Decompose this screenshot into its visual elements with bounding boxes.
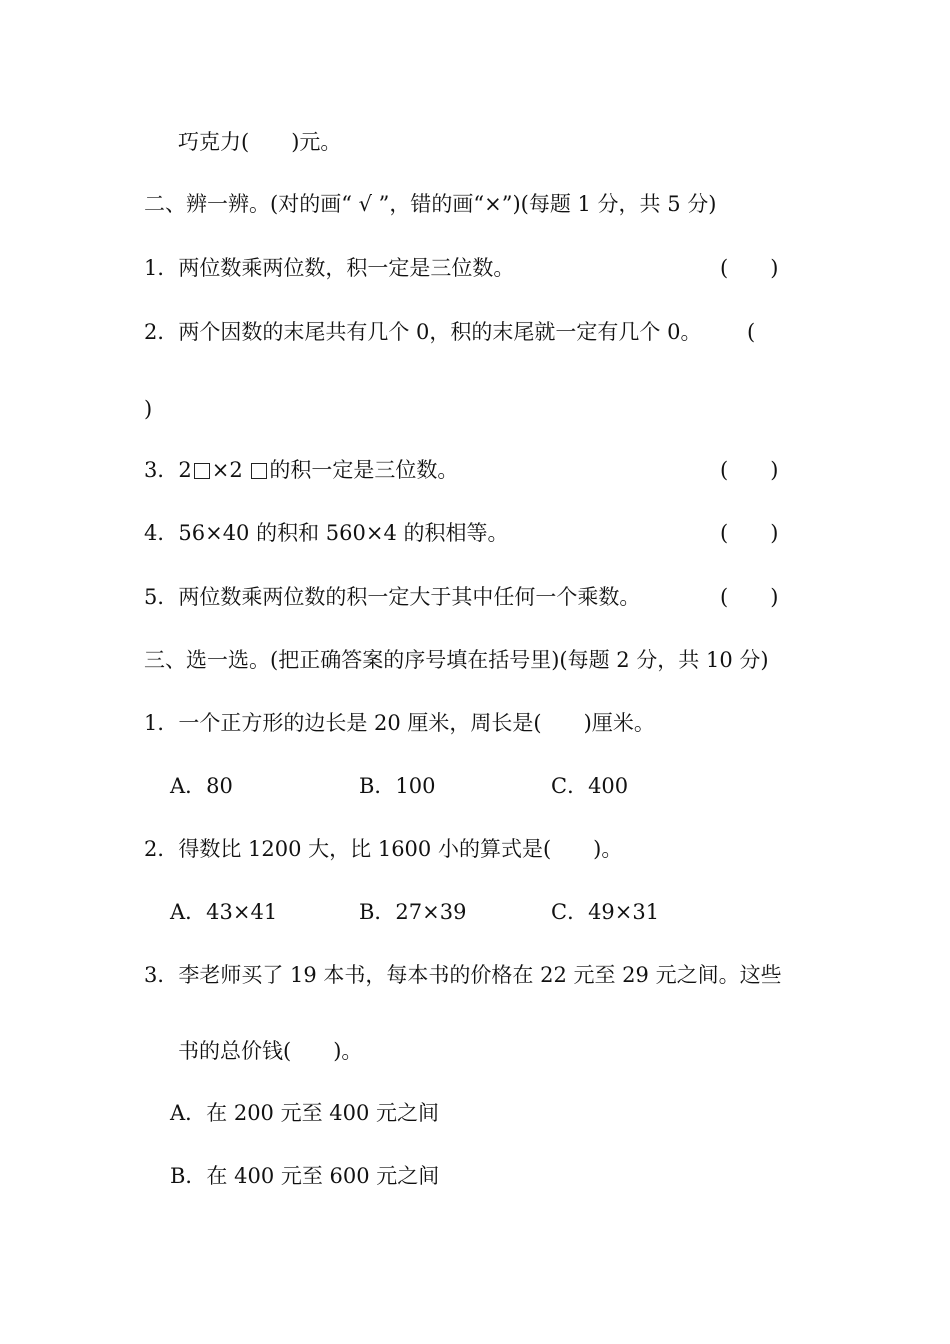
answer-parentheses[interactable]: ( ) [720, 256, 779, 280]
blank-box [251, 463, 267, 479]
item-text: 两位数乘两位数的积一定大于其中任何一个乘数。 [178, 585, 641, 609]
item-text-c: 的积一定是三位数。 [269, 458, 459, 482]
answer-parentheses[interactable]: ( ) [720, 585, 779, 609]
option-b[interactable]: B．100 [359, 774, 436, 798]
option-b[interactable]: B．27×39 [359, 900, 467, 924]
item-number: 2． [144, 320, 179, 344]
item-text: 两位数乘两位数，积一定是三位数。 [178, 256, 515, 280]
option-b[interactable]: B．在 400 元至 600 元之间 [170, 1164, 440, 1188]
answer-parentheses[interactable]: ( ) [720, 458, 779, 482]
choice-question-3-line-2: 书的总价钱( )。 [178, 1039, 363, 1063]
option-a[interactable]: A．在 200 元至 400 元之间 [170, 1101, 440, 1125]
item-text: 56×40 的积和 560×4 的积相等。 [178, 521, 509, 545]
item-number: 1． [144, 256, 179, 280]
item-number: 3． [144, 458, 179, 482]
judge-item-5 [144, 582, 640, 612]
item-text-a: 2 [178, 458, 192, 482]
item-number: 4． [144, 521, 179, 545]
answer-parentheses-open[interactable]: ( [747, 320, 756, 344]
option-a[interactable]: A．43×41 [170, 900, 278, 924]
option-a[interactable]: A．80 [170, 774, 233, 798]
continued-question-line: 巧克力( )元。 [178, 130, 342, 154]
choice-question-3-line-1: 3．李老师买了 19 本书，每本书的价格在 22 元至 29 元之间。这些 [144, 963, 782, 987]
choice-question-2: 2．得数比 1200 大，比 1600 小的算式是( )。 [144, 837, 623, 861]
judge-item-3 [144, 455, 458, 485]
judge-item-2 [144, 317, 701, 347]
answer-parentheses[interactable]: ( ) [720, 521, 779, 545]
item-text-b: ×2 [211, 458, 250, 482]
option-c[interactable]: C．400 [551, 774, 629, 798]
section-2-heading: 二、辨一辨。(对的画“ √ ”，错的画“×”)(每题 1 分，共 5 分) [144, 192, 717, 216]
option-c[interactable]: C．49×31 [551, 900, 660, 924]
choice-question-1: 1．一个正方形的边长是 20 厘米，周长是( )厘米。 [144, 711, 655, 735]
item-text: 两个因数的末尾共有几个 0，积的末尾就一定有几个 0。 [178, 320, 702, 344]
section-3-heading: 三、选一选。(把正确答案的序号填在括号里)(每题 2 分，共 10 分) [144, 648, 769, 672]
judge-item-1 [144, 253, 514, 283]
item-number: 5． [144, 585, 179, 609]
judge-item-4 [144, 518, 508, 548]
answer-parentheses-close[interactable]: ) [144, 397, 153, 421]
blank-box [194, 463, 210, 479]
